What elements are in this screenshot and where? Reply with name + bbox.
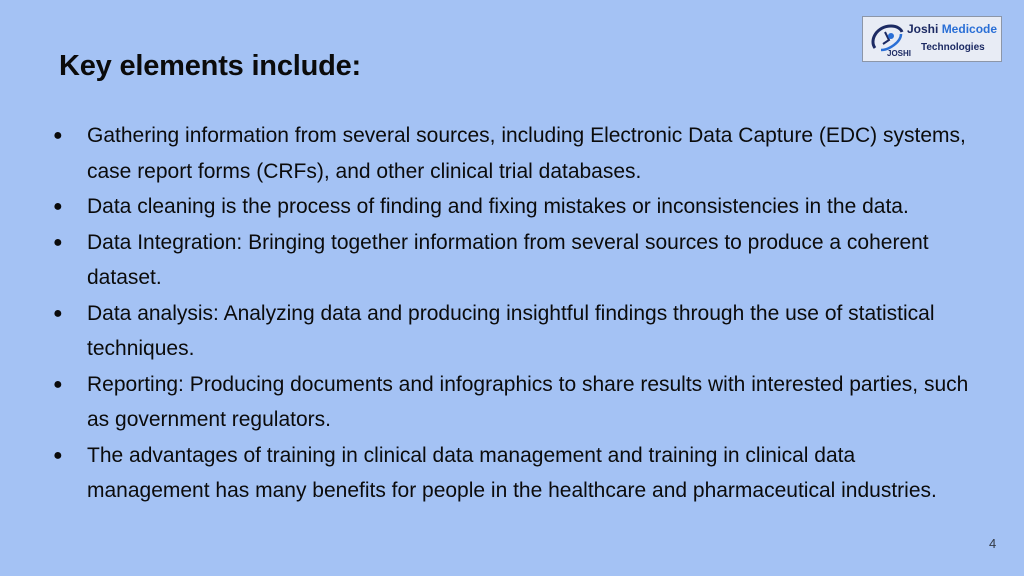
- logo-subtitle: Technologies: [921, 42, 985, 53]
- logo-name-part2: Medicode: [941, 22, 998, 36]
- logo-mark-text: JOSHI: [887, 49, 912, 58]
- bullet-item: [48, 118, 978, 189]
- bullet-icon: ●: [53, 127, 63, 144]
- bullet-text: Gathering information from several sources, including Electronic Data Capture (EDC) systems, case report forms (CRFs), and other clinical trial databases.: [87, 124, 966, 183]
- slide-title: Key elements include:: [59, 50, 362, 82]
- bullet-text: The advantages of training in clinical data management and training in clinical data management has many benefits for people in the healthcare and pharmaceutical industries.: [87, 443, 937, 502]
- company-logo: [862, 16, 1002, 62]
- bullet-list: [48, 118, 978, 509]
- bullet-icon: ●: [53, 375, 63, 393]
- bullet-item: [48, 225, 978, 296]
- bullet-icon: ●: [53, 233, 63, 251]
- logo-name-part1: Joshi: [907, 22, 939, 36]
- bullet-text: Data cleaning is the process of finding and fixing mistakes or inconsistencies in the data.: [87, 195, 909, 218]
- bullet-text: Reporting: Producing documents and infographics to share results with interested parties, such as government regulators.: [87, 372, 969, 431]
- page-number: 4: [989, 536, 997, 551]
- bullet-item: [48, 438, 978, 509]
- bullet-icon: ●: [53, 304, 63, 322]
- bullet-text: Data Integration: Bringing together information from several sources to produce a coherent dataset.: [87, 230, 929, 289]
- bullet-icon: ●: [53, 198, 63, 215]
- bullet-item: [48, 189, 978, 225]
- bullet-text: Data analysis: Analyzing data and producing insightful findings through the use of statistical techniques.: [87, 301, 935, 360]
- logo-name: [907, 22, 997, 36]
- bullet-item: [48, 367, 978, 438]
- bullet-item: [48, 296, 978, 367]
- bullet-icon: ●: [53, 446, 63, 464]
